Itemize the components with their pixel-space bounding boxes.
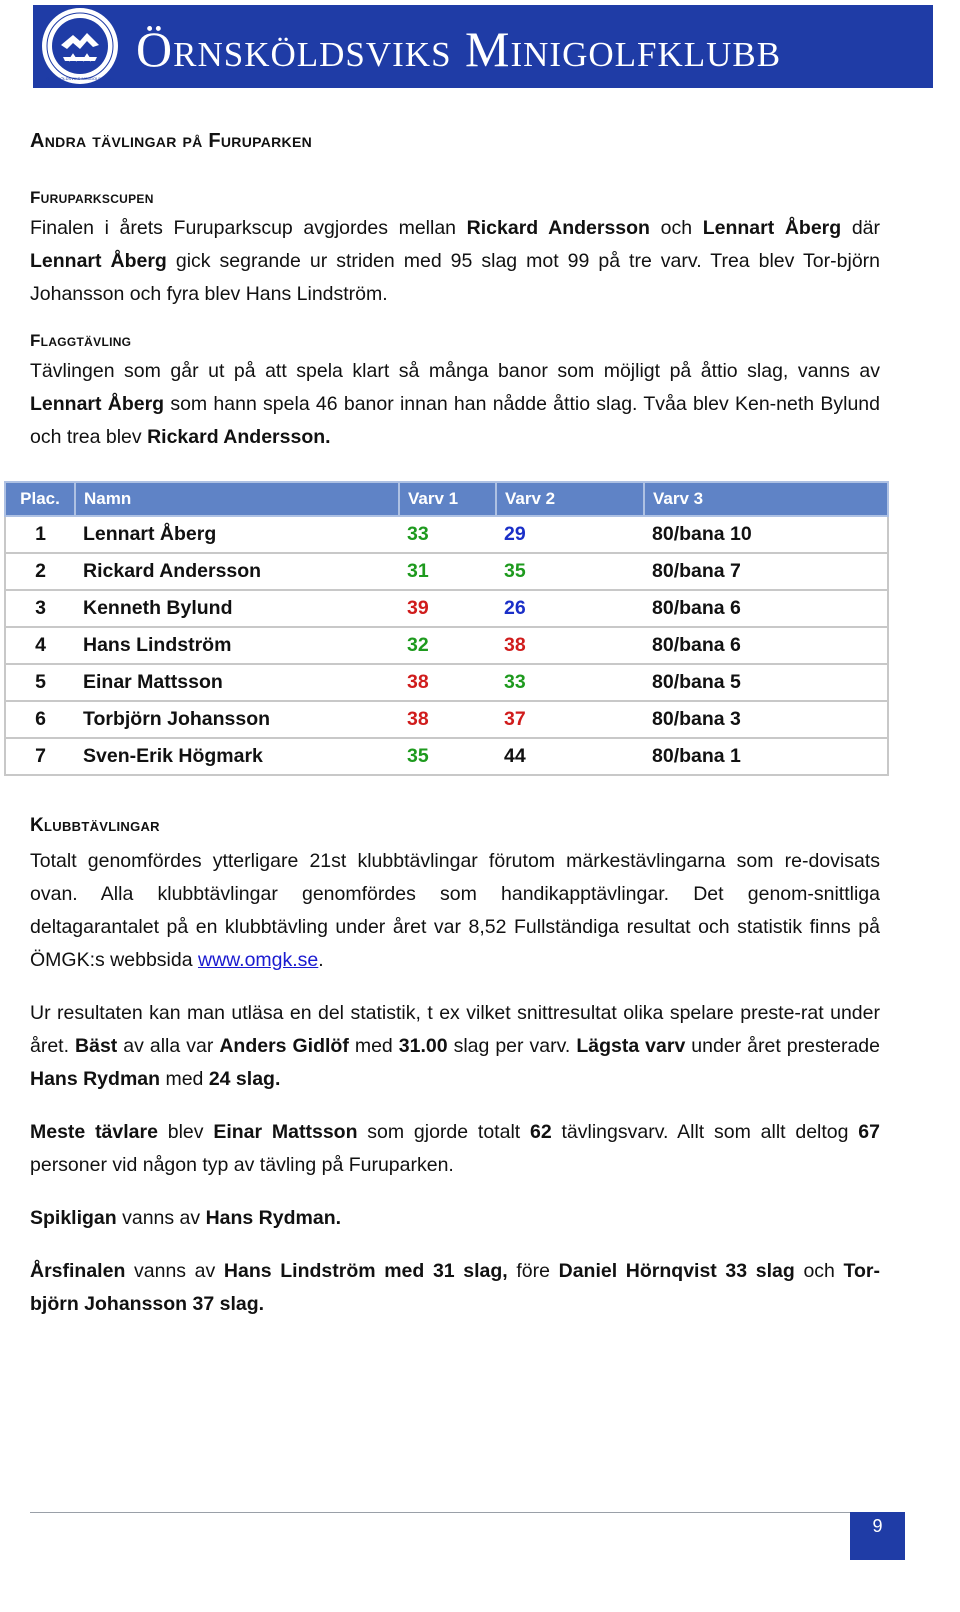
klubb-paragraph-1: Totalt genomfördes ytterligare 21st klubbtävlingar förutom märkestävlingarna som re-dovisats ovan. Alla klubbtävlingar genomfördes som handikapptävlingar. Det genom-snittliga deltagarantalet på en klubbtävling under året var 8,52 Fullständiga resultat och statistik finns på ÖMGK:s webbsida www.omgk.se. <box>30 850 880 971</box>
col-plac: Plac. <box>5 482 75 516</box>
results-body <box>5 516 888 775</box>
cell-varv2: 44 <box>496 738 644 775</box>
cell-varv1: 38 <box>399 701 496 738</box>
cell-plac: 3 <box>5 590 75 627</box>
flaggtavling-paragraph: Tävlingen som går ut på att spela klart så många banor som möjligt på åttio slag, vanns av Lennart Åberg som hann spela 46 banor innan han nådde åttio slag. Tvåa blev Ken-neth Bylund och trea blev Rickard Andersson. <box>30 360 880 448</box>
cell-namn: Lennart Åberg <box>75 516 399 553</box>
table-row <box>5 738 888 775</box>
website-link[interactable]: www.omgk.se <box>197 949 319 971</box>
col-varv1: Varv 1 <box>399 482 496 516</box>
cell-varv1: 38 <box>399 664 496 701</box>
col-namn: Namn <box>75 482 399 516</box>
klubb-content <box>30 815 880 1321</box>
club-name: Örnsköldsviks Minigolfklubb <box>136 21 782 77</box>
cell-varv1: 35 <box>399 738 496 775</box>
cell-varv1: 33 <box>399 516 496 553</box>
cell-namn: Torbjörn Johansson <box>75 701 399 738</box>
klubb-paragraph-5: Årsfinalen vanns av Hans Lindström med 31 slag, före Daniel Hörnqvist 33 slag och Tor-björn Johansson 37 slag. <box>30 1260 880 1315</box>
cell-plac: 4 <box>5 627 75 664</box>
cell-namn: Rickard Andersson <box>75 553 399 590</box>
cell-varv1: 39 <box>399 590 496 627</box>
furuparkscupen-paragraph: Finalen i årets Furuparkscup avgjordes mellan Rickard Andersson och Lennart Åberg där Lennart Åberg gick segrande ur striden med 95 slag mot 99 på tre varv. Trea blev Tor-björn Johansson och fyra blev Hans Lindström. <box>30 217 881 305</box>
cell-namn: Hans Lindström <box>75 627 399 664</box>
cell-varv2: 38 <box>496 627 644 664</box>
flaggtavling-heading: Flaggtävling <box>30 331 132 350</box>
table-row <box>5 553 888 590</box>
cell-varv2: 35 <box>496 553 644 590</box>
cell-namn: Kenneth Bylund <box>75 590 399 627</box>
cell-plac: 7 <box>5 738 75 775</box>
section-title: Andra tävlingar på Furuparken <box>30 130 312 152</box>
cell-plac: 2 <box>5 553 75 590</box>
cell-varv2: 29 <box>496 516 644 553</box>
logo-text: ÖRNSKÖLDSVIKS MINIGOLFKLUBB <box>46 76 114 81</box>
cell-namn: Einar Mattsson <box>75 664 399 701</box>
cell-varv2: 33 <box>496 664 644 701</box>
cell-varv1: 32 <box>399 627 496 664</box>
cell-plac: 6 <box>5 701 75 738</box>
cell-varv2: 26 <box>496 590 644 627</box>
cell-varv3: 80/bana 7 <box>644 553 888 590</box>
table-row <box>5 664 888 701</box>
cell-varv3: 80/bana 6 <box>644 590 888 627</box>
table-header-row <box>5 482 888 516</box>
col-varv2: Varv 2 <box>496 482 644 516</box>
table-row <box>5 590 888 627</box>
club-logo-icon <box>39 5 121 87</box>
furuparkscupen-heading: Furuparkscupen <box>30 188 154 207</box>
cell-varv2: 37 <box>496 701 644 738</box>
header-banner <box>33 5 933 88</box>
cell-varv1: 31 <box>399 553 496 590</box>
cell-varv3: 80/bana 6 <box>644 627 888 664</box>
cell-varv3: 80/bana 1 <box>644 738 888 775</box>
cell-namn: Sven-Erik Högmark <box>75 738 399 775</box>
main-content <box>30 120 880 454</box>
page-number: 9 <box>850 1512 905 1560</box>
table-row <box>5 627 888 664</box>
cell-plac: 5 <box>5 664 75 701</box>
cell-plac: 1 <box>5 516 75 553</box>
table-row <box>5 516 888 553</box>
cell-varv3: 80/bana 5 <box>644 664 888 701</box>
cell-varv3: 80/bana 10 <box>644 516 888 553</box>
klubb-paragraph-2: Ur resultaten kan man utläsa en del statistik, t ex vilket snittresultat olika spelare preste-rat under året. Bäst av alla var Anders Gidlöf med 31.00 slag per varv. Lägsta varv under året presterade Hans Rydman med 24 slag. <box>30 1002 880 1090</box>
klubbtavlingar-heading: Klubbtävlingar <box>30 815 160 836</box>
klubb-paragraph-3: Meste tävlare blev Einar Mattsson som gjorde totalt 62 tävlingsvarv. Allt som allt deltog 67 personer vid någon typ av tävling på Furuparken. <box>30 1121 880 1176</box>
klubb-paragraph-4: Spikligan vanns av Hans Rydman. <box>30 1207 342 1229</box>
cell-varv3: 80/bana 3 <box>644 701 888 738</box>
footer-divider <box>30 1512 905 1513</box>
col-varv3: Varv 3 <box>644 482 888 516</box>
results-table <box>4 481 889 776</box>
table-row <box>5 701 888 738</box>
